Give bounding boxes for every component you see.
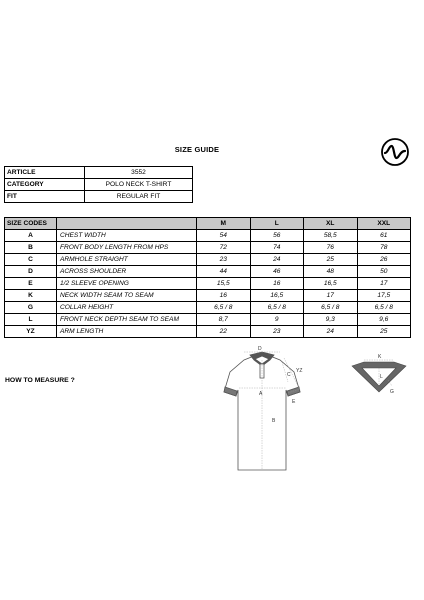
brand-logo-icon	[380, 137, 410, 167]
measurement-value: 48	[304, 266, 358, 278]
measurement-value: 17,5	[357, 290, 411, 302]
measurement-value: 6,5 / 8	[197, 302, 251, 314]
collar-detail-diagram	[348, 352, 410, 398]
measurement-value: 8,7	[197, 314, 251, 326]
measurement-value: 9	[250, 314, 304, 326]
table-row	[5, 230, 411, 242]
size-codes-header: SIZE CODES	[5, 218, 57, 230]
table-row	[5, 254, 411, 266]
info-key: FIT	[5, 191, 85, 203]
measurement-value: 9,6	[357, 314, 411, 326]
measurement-value: 16,5	[250, 290, 304, 302]
size-code: G	[5, 302, 57, 314]
table-row	[5, 314, 411, 326]
measurement-value: 74	[250, 242, 304, 254]
info-row	[5, 191, 193, 203]
measurement-value: 17	[357, 278, 411, 290]
measurement-value: 26	[357, 254, 411, 266]
diagram-label-a: A	[259, 391, 263, 397]
size-code: E	[5, 278, 57, 290]
diagram-label-k: K	[378, 354, 382, 360]
measurement-value: 46	[250, 266, 304, 278]
measurement-value: 23	[197, 254, 251, 266]
measurement-description: 1/2 SLEEVE OPENING	[57, 278, 197, 290]
info-value: 3552	[85, 167, 193, 179]
measurement-value: 72	[197, 242, 251, 254]
measurement-description: FRONT NECK DEPTH SEAM TO SEAM	[57, 314, 197, 326]
info-key: CATEGORY	[5, 179, 85, 191]
info-value: REGULAR FIT	[85, 191, 193, 203]
measurement-description: FRONT BODY LENGTH FROM HPS	[57, 242, 197, 254]
table-row	[5, 326, 411, 338]
size-code: A	[5, 230, 57, 242]
size-code: C	[5, 254, 57, 266]
table-row	[5, 242, 411, 254]
size-chart-table	[4, 217, 411, 338]
measurement-value: 76	[304, 242, 358, 254]
info-key: ARTICLE	[5, 167, 85, 179]
measurement-description: ACROSS SHOULDER	[57, 266, 197, 278]
measurement-description: COLLAR HEIGHT	[57, 302, 197, 314]
measurement-value: 16	[250, 278, 304, 290]
measurement-value: 17	[304, 290, 358, 302]
size-code: D	[5, 266, 57, 278]
measurement-description: ARMHOLE STRAIGHT	[57, 254, 197, 266]
size-header-l: L	[250, 218, 304, 230]
measurement-value: 15,5	[197, 278, 251, 290]
measurement-value: 24	[304, 326, 358, 338]
table-row	[5, 302, 411, 314]
size-code: B	[5, 242, 57, 254]
measurement-value: 56	[250, 230, 304, 242]
diagram-label-c: C	[287, 372, 291, 378]
measurement-value: 50	[357, 266, 411, 278]
measurement-value: 16	[197, 290, 251, 302]
info-row	[5, 179, 193, 191]
how-to-measure-heading: HOW TO MEASURE ?	[5, 377, 75, 384]
diagram-label-l: L	[380, 374, 383, 380]
size-header-m: M	[197, 218, 251, 230]
measurement-value: 25	[304, 254, 358, 266]
measurement-value: 61	[357, 230, 411, 242]
diagram-label-e: E	[292, 399, 296, 405]
measurement-value: 58,5	[304, 230, 358, 242]
measurement-description: CHEST WIDTH	[57, 230, 197, 242]
size-code: YZ	[5, 326, 57, 338]
size-code: K	[5, 290, 57, 302]
measurement-value: 6,5 / 8	[250, 302, 304, 314]
diagram-label-yz: YZ	[296, 368, 303, 374]
article-info-table	[4, 166, 193, 203]
measurement-value: 16,5	[304, 278, 358, 290]
measurement-value: 24	[250, 254, 304, 266]
diagram-label-d: D	[258, 346, 262, 352]
page-title: SIZE GUIDE	[174, 145, 220, 154]
polo-shirt-diagram	[214, 346, 310, 476]
measurement-value: 23	[250, 326, 304, 338]
table-row	[5, 290, 411, 302]
measurement-description: NECK WIDTH SEAM TO SEAM	[57, 290, 197, 302]
measurement-value: 6,5 / 8	[357, 302, 411, 314]
measurement-value: 78	[357, 242, 411, 254]
table-row	[5, 266, 411, 278]
description-header	[57, 218, 197, 230]
table-row	[5, 278, 411, 290]
size-header-xxl: XXL	[357, 218, 411, 230]
measurement-value: 44	[197, 266, 251, 278]
measurement-value: 25	[357, 326, 411, 338]
size-code: L	[5, 314, 57, 326]
measurement-description: ARM LENGTH	[57, 326, 197, 338]
diagram-label-g: G	[390, 389, 394, 395]
info-value: POLO NECK T-SHIRT	[85, 179, 193, 191]
measurement-value: 22	[197, 326, 251, 338]
measurement-value: 6,5 / 8	[304, 302, 358, 314]
measurement-value: 9,3	[304, 314, 358, 326]
info-row	[5, 167, 193, 179]
size-chart-header	[5, 218, 411, 230]
diagram-label-b: B	[272, 418, 276, 424]
measurement-value: 54	[197, 230, 251, 242]
size-header-xl: XL	[304, 218, 358, 230]
